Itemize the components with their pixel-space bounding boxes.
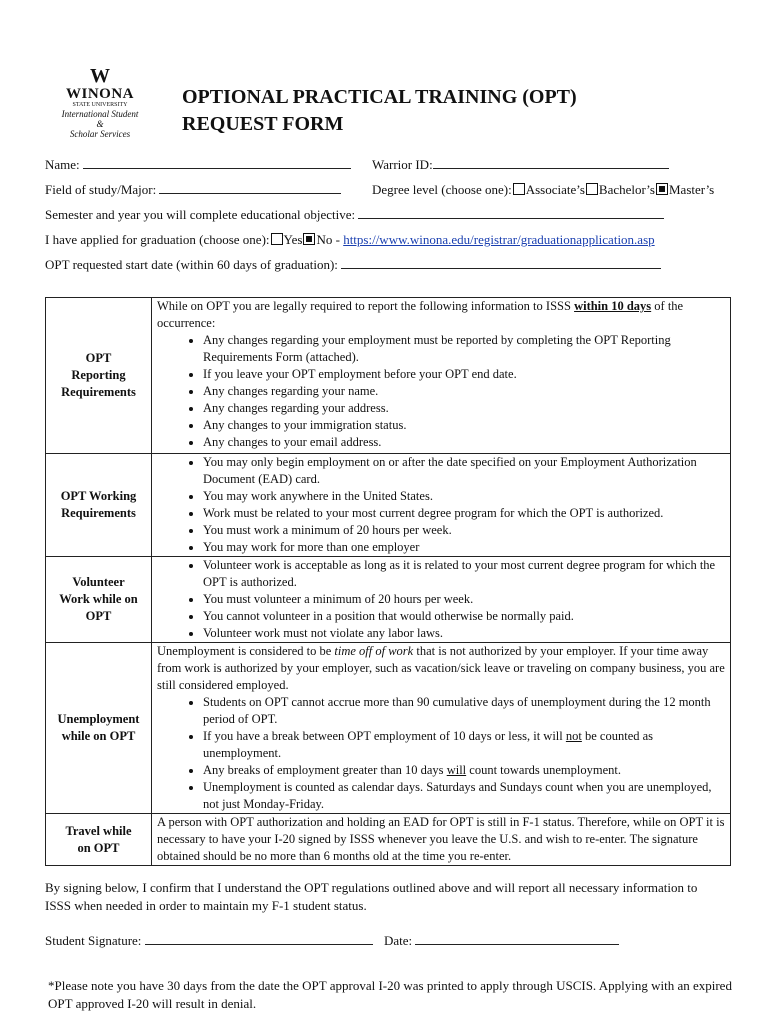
logo-script-1: International Student & bbox=[61, 109, 139, 129]
list-item bbox=[203, 762, 726, 779]
masters-label: Master’s bbox=[668, 182, 715, 197]
field-of-study-input-line[interactable] bbox=[159, 182, 341, 194]
unemployment-list bbox=[157, 694, 726, 813]
dash-separator: - bbox=[332, 232, 344, 247]
item-text: count towards unemployment. bbox=[466, 763, 621, 777]
name-input-line[interactable] bbox=[83, 157, 351, 169]
list-item: • Any changes regarding your employment must be reported by completing the OPT Reporting Requirements Form (attached). bbox=[203, 332, 726, 366]
list-item: • Any changes regarding your address. bbox=[203, 400, 726, 417]
volunteer-list bbox=[157, 557, 726, 642]
list-item: • You cannot volunteer in a position that would otherwise be normally paid. bbox=[203, 608, 726, 625]
list-item: • Unemployment is counted as calendar days. Saturdays and Sundays count when you are unemployed, not just Monday-Friday. bbox=[203, 779, 726, 813]
label-line: OPT bbox=[85, 609, 112, 623]
associates-label: Associate’s bbox=[525, 182, 585, 197]
page-title bbox=[182, 84, 577, 138]
bachelors-checkbox[interactable] bbox=[586, 183, 598, 195]
table-row bbox=[46, 454, 731, 557]
label-line: on OPT bbox=[77, 840, 120, 855]
list-item: • Volunteer work must not violate any labor laws. bbox=[203, 625, 726, 642]
degree-level-group bbox=[372, 181, 714, 198]
graduation-group bbox=[45, 231, 655, 248]
label-line: Travel while bbox=[65, 823, 132, 838]
label-line: Reporting bbox=[71, 368, 126, 382]
item-text: If you have a break between OPT employment of 10 days or less, it will bbox=[203, 729, 566, 743]
table-row bbox=[46, 298, 731, 454]
yes-label: Yes bbox=[283, 232, 303, 247]
date-input-line[interactable] bbox=[415, 933, 619, 945]
graduation-application-link[interactable]: https://www.winona.edu/registrar/graduationapplication.asp bbox=[343, 232, 655, 247]
logo-script-2: Scholar Services bbox=[69, 129, 131, 139]
university-logo bbox=[58, 66, 142, 142]
footnote: *Please note you have 30 days from the date the OPT approval I-20 was printed to apply through USCIS. Applying with an expired OPT approved I-20 will result in denial. bbox=[48, 978, 732, 1011]
start-date-field[interactable] bbox=[45, 256, 661, 273]
logo-sub: STATE UNIVERSITY bbox=[72, 102, 128, 108]
table-row bbox=[46, 814, 731, 866]
item-text: Any breaks of employment greater than 10 days bbox=[203, 763, 447, 777]
semester-input-line[interactable] bbox=[358, 207, 664, 219]
name-field[interactable] bbox=[45, 156, 351, 173]
label-line: Requirements bbox=[61, 506, 136, 520]
semester-field[interactable] bbox=[45, 206, 664, 223]
opt-requirements-table bbox=[45, 297, 731, 866]
label-line: while on OPT bbox=[61, 729, 136, 743]
item-emphasis: not bbox=[565, 729, 582, 743]
list-item: • Any changes to your immigration status. bbox=[203, 417, 726, 434]
list-item: • You must volunteer a minimum of 20 hours per week. bbox=[203, 591, 726, 608]
intro-emphasis: time off of work bbox=[334, 644, 414, 658]
no-label: No bbox=[316, 232, 333, 247]
intro-text: of the occurrence: bbox=[157, 299, 684, 330]
yes-checkbox[interactable] bbox=[271, 233, 283, 245]
semester-label: Semester and year you will complete educational objective: bbox=[45, 207, 356, 222]
table-row bbox=[46, 643, 731, 814]
table-row bbox=[46, 557, 731, 643]
item-emphasis: will bbox=[446, 763, 467, 777]
travel-content bbox=[152, 814, 731, 866]
list-item: • You may work anywhere in the United States. bbox=[203, 488, 726, 505]
list-item: • You may work for more than one employer bbox=[203, 539, 726, 556]
list-item: • Work must be related to your most current degree program for which the OPT is authorized. bbox=[203, 505, 726, 522]
warrior-id-label: Warrior ID: bbox=[372, 157, 433, 172]
bachelors-label: Bachelor’s bbox=[598, 182, 655, 197]
list-item: • You may only begin employment on or after the date specified on your Employment Authorization Document (EAD) card. bbox=[203, 454, 726, 488]
unemployment-label bbox=[46, 643, 152, 814]
travel-text: A person with OPT authorization and holding an EAD for OPT is still in F-1 status. Therefore, while on OPT it is necessary to have your I-20 signed by ISSS whenever you leave the U.S. and wish to re-enter. The signature obtained should be no more than 6 months old at the time you re-enter. bbox=[157, 815, 725, 863]
signature-input-line[interactable] bbox=[145, 933, 373, 945]
logo-mark: W bbox=[90, 65, 110, 87]
field-of-study-field[interactable] bbox=[45, 181, 341, 198]
start-date-label: OPT requested start date (within 60 days of graduation): bbox=[45, 257, 338, 272]
reporting-list bbox=[157, 332, 726, 451]
warrior-id-input-line[interactable] bbox=[433, 157, 669, 169]
unemployment-intro bbox=[157, 643, 726, 694]
list-item: • Volunteer work is acceptable as long as it is related to your most current degree program for which the OPT is authorized. bbox=[203, 557, 726, 591]
start-date-input-line[interactable] bbox=[341, 257, 661, 269]
degree-level-label: Degree level (choose one): bbox=[372, 182, 512, 197]
intro-text: Unemployment is considered to be bbox=[157, 644, 335, 658]
label-line: Work while on bbox=[59, 592, 138, 606]
label-line: OPT Working bbox=[60, 489, 137, 503]
reporting-content bbox=[152, 298, 731, 454]
list-item: • Any changes regarding your name. bbox=[203, 383, 726, 400]
working-label bbox=[46, 454, 152, 557]
list-item: • Students on OPT cannot accrue more than 90 cumulative days of unemployment during the 12 month period of OPT. bbox=[203, 694, 726, 728]
warrior-id-field[interactable] bbox=[372, 156, 669, 173]
date-field[interactable] bbox=[384, 932, 619, 949]
masters-checkbox[interactable] bbox=[656, 183, 668, 195]
volunteer-content bbox=[152, 557, 731, 643]
name-label: Name: bbox=[45, 157, 80, 172]
signature-field[interactable] bbox=[45, 932, 373, 949]
label-line: OPT bbox=[85, 351, 112, 365]
intro-text: that is not authorized by your employer. If your time away from work is authorized by your employer, such as vacation/sick leave or traveling on company business, you are still considered employed. bbox=[157, 644, 725, 692]
logo-name: WINONA bbox=[65, 86, 134, 102]
reporting-intro bbox=[157, 298, 726, 332]
intro-text: While on OPT you are legally required to report the following information to ISSS bbox=[157, 299, 575, 313]
working-list bbox=[157, 454, 726, 556]
list-item: • Any changes to your email address. bbox=[203, 434, 726, 451]
associates-checkbox[interactable] bbox=[513, 183, 525, 195]
date-label: Date: bbox=[384, 933, 413, 948]
graduation-label: I have applied for graduation (choose one): bbox=[45, 232, 270, 247]
title-line-2: REQUEST FORM bbox=[182, 113, 344, 135]
confirmation-statement: By signing below, I confirm that I understand the OPT regulations outlined above and will report all necessary information to ISSS when needed in order to maintain my F-1 student status. bbox=[45, 880, 698, 913]
list-item: • You must work a minimum of 20 hours per week. bbox=[203, 522, 726, 539]
signature-label: Student Signature: bbox=[45, 933, 142, 948]
list-item bbox=[203, 728, 726, 762]
volunteer-label bbox=[46, 557, 152, 643]
no-checkbox[interactable] bbox=[303, 233, 315, 245]
reporting-label bbox=[46, 298, 152, 454]
item-text: be counted as unemployment. bbox=[203, 729, 654, 760]
label-line: Requirements bbox=[61, 385, 136, 399]
title-line-1: OPTIONAL PRACTICAL TRAINING (OPT) bbox=[182, 86, 577, 108]
intro-emphasis: within 10 days bbox=[574, 299, 652, 313]
working-content bbox=[152, 454, 731, 557]
unemployment-content bbox=[152, 643, 731, 814]
list-item: • If you leave your OPT employment before your OPT end date. bbox=[203, 366, 726, 383]
label-line: Unemployment bbox=[57, 712, 140, 726]
field-of-study-label: Field of study/Major: bbox=[45, 182, 157, 197]
label-line: Volunteer bbox=[72, 575, 125, 589]
travel-label bbox=[46, 814, 152, 866]
